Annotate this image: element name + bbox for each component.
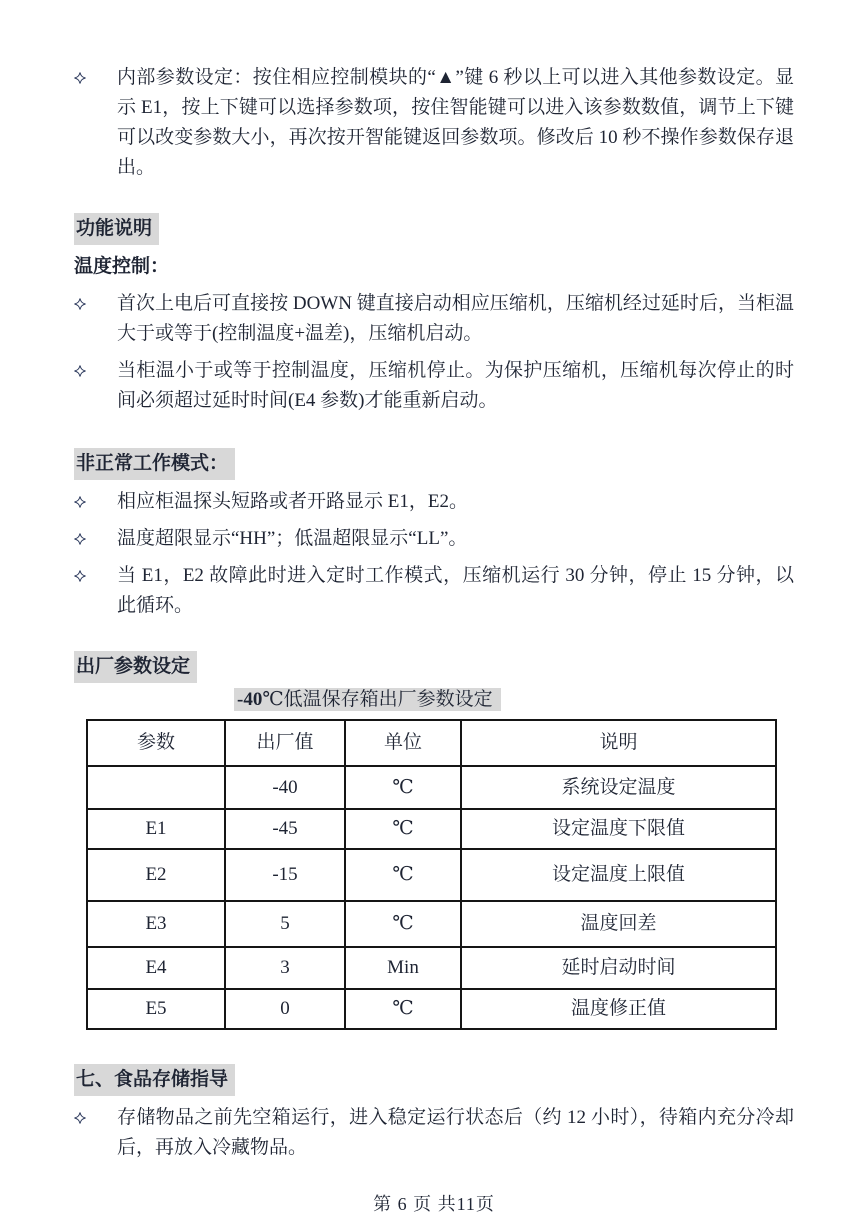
- section-heading-storage: 七、食品存储指导: [74, 1064, 235, 1096]
- table-header-row: [87, 720, 776, 766]
- list-item: [74, 561, 794, 621]
- col-header-unit: 单位: [345, 720, 461, 766]
- cell-value: -40: [225, 766, 345, 809]
- four-pointed-star-bullet-icon: [74, 289, 117, 349]
- table-title-rest: ℃低温保存箱出厂参数设定: [262, 689, 493, 710]
- function-bullet-2: 当柜温小于或等于控制温度，压缩机停止。为保护压缩机，压缩机每次停止的时间必须超过延时时间(E4 参数)才能重新启动。: [117, 360, 794, 411]
- cell-parameter: E2: [87, 849, 225, 901]
- table-row: [87, 766, 776, 809]
- cell-unit: ℃: [345, 809, 461, 849]
- cell-parameter: E5: [87, 989, 225, 1029]
- cell-value: -15: [225, 849, 345, 901]
- cell-value: -45: [225, 809, 345, 849]
- function-bullet-1: 首次上电后可直接按 DOWN 键直接启动相应压缩机，压缩机经过延时后，当柜温大于或等于(控制温度+温差)，压缩机启动。: [117, 293, 794, 344]
- section-heading-factory: 出厂参数设定: [74, 651, 197, 683]
- page-number: 第 6 页 共11页: [373, 1194, 495, 1214]
- table-row: [87, 989, 776, 1029]
- factory-params-table: [86, 719, 777, 1030]
- abnormal-bullet-1: 相应柜温探头短路或者开路显示 E1，E2。: [117, 491, 468, 512]
- abnormal-bullet-3: 当 E1，E2 故障此时进入定时工作模式，压缩机运行 30 分钟，停止 15 分钟，以此循环。: [117, 565, 794, 616]
- four-pointed-star-bullet-icon: [74, 356, 117, 416]
- abnormal-bullet-2: 温度超限显示“HH”；低温超限显示“LL”。: [117, 528, 468, 549]
- cell-unit: ℃: [345, 901, 461, 947]
- col-header-description: 说明: [461, 720, 776, 766]
- cell-value: 3: [225, 947, 345, 989]
- list-item: [74, 63, 794, 183]
- list-item: [74, 356, 794, 416]
- intro-paragraph: 内部参数设定：按住相应控制模块的“▲”键 6 秒以上可以进入其他参数设定。显示 E1，按上下键可以选择参数项，按住智能键可以进入该参数数值，调节上下键可以改变参数大小，再次按开智能键返回参数项。修改后 10 秒不操作参数保存退出。: [117, 67, 794, 178]
- cell-unit: Min: [345, 947, 461, 989]
- cell-description: 系统设定温度: [461, 766, 776, 809]
- cell-value: 0: [225, 989, 345, 1029]
- cell-description: 设定温度下限值: [461, 809, 776, 849]
- four-pointed-star-bullet-icon: [74, 487, 117, 517]
- four-pointed-star-bullet-icon: [74, 561, 117, 621]
- table-title: [234, 685, 794, 715]
- table-row: [87, 809, 776, 849]
- list-item: [74, 1103, 794, 1163]
- cell-description: 设定温度上限值: [461, 849, 776, 901]
- col-header-parameter: 参数: [87, 720, 225, 766]
- list-item: [74, 289, 794, 349]
- cell-value: 5: [225, 901, 345, 947]
- subsection-heading-temperature-control: 温度控制：: [74, 256, 170, 277]
- cell-description: 延时启动时间: [461, 947, 776, 989]
- four-pointed-star-bullet-icon: [74, 1103, 117, 1163]
- four-pointed-star-bullet-icon: [74, 524, 117, 554]
- table-row: [87, 849, 776, 901]
- cell-unit: ℃: [345, 989, 461, 1029]
- section-heading-abnormal: 非正常工作模式：: [74, 448, 235, 480]
- cell-description: 温度修正值: [461, 989, 776, 1029]
- section-heading-function: 功能说明: [74, 213, 159, 245]
- four-pointed-star-bullet-icon: [74, 63, 117, 183]
- cell-unit: ℃: [345, 766, 461, 809]
- table-title-bold: -40: [237, 689, 263, 710]
- table-row: [87, 901, 776, 947]
- cell-parameter: [87, 766, 225, 809]
- cell-description: 温度回差: [461, 901, 776, 947]
- cell-parameter: E4: [87, 947, 225, 989]
- cell-unit: ℃: [345, 849, 461, 901]
- cell-parameter: E1: [87, 809, 225, 849]
- table-title-text: [234, 688, 501, 711]
- table-row: [87, 947, 776, 989]
- list-item: [74, 487, 794, 517]
- cell-parameter: E3: [87, 901, 225, 947]
- list-item: [74, 524, 794, 554]
- col-header-factory-value: 出厂值: [225, 720, 345, 766]
- storage-bullet-1: 存储物品之前先空箱运行，进入稳定运行状态后（约 12 小时），待箱内充分冷却后，再放入冷藏物品。: [117, 1107, 794, 1158]
